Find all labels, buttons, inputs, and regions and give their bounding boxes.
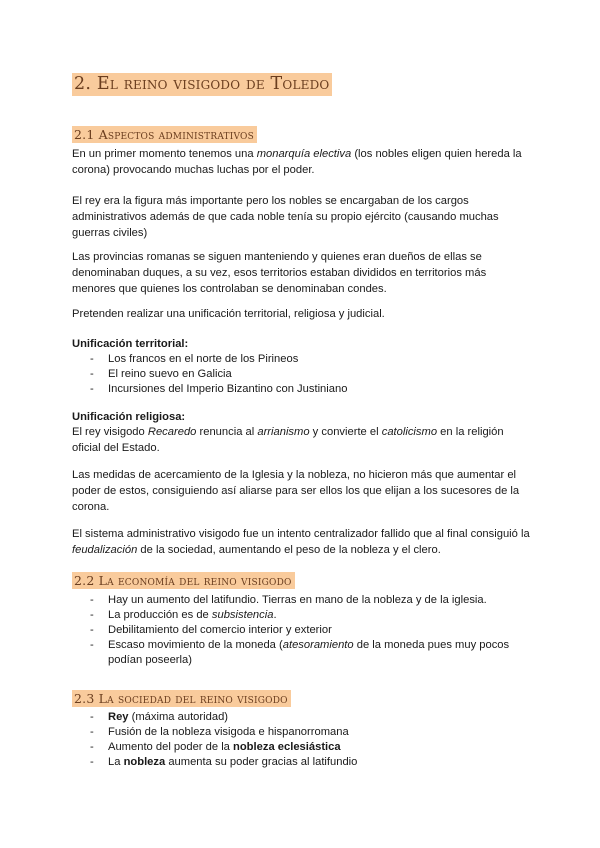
page-title: 2. El reino visigodo de Toledo bbox=[72, 73, 332, 96]
list-item: - Hay un aumento del latifundio. Tierras en mano de la nobleza y de la iglesia. bbox=[90, 594, 487, 606]
list-item: - La nobleza aumenta su poder gracias al latifundio bbox=[90, 756, 358, 768]
list-item: - Debilitamiento del comercio interior y exterior bbox=[90, 624, 332, 636]
list-item: - Fusión de la nobleza visigoda e hispanorromana bbox=[90, 726, 349, 738]
paragraph-monarquia: En un primer momento tenemos una monarquía electiva (los nobles eligen quien hereda la corona) provocando muchas luchas por el poder. bbox=[72, 148, 522, 176]
section-heading-2-2: 2.2 La economía del reino visigodo bbox=[72, 572, 295, 589]
paragraph-rey: El rey era la figura más importante pero los nobles se encargaban de los cargos administrativos además de que cada noble tenía su propio ejército (causando muchas guerras civiles) bbox=[72, 195, 499, 239]
paragraph-recaredo: El rey visigodo Recaredo renuncia al arrianismo y convierte el catolicismo en la religión oficial del Estado. bbox=[72, 426, 504, 454]
list-economia bbox=[72, 593, 532, 668]
list-item: - El reino suevo en Galicia bbox=[90, 368, 232, 380]
section-heading-2-1: 2.1 Aspectos administrativos bbox=[72, 126, 257, 143]
section-heading-2-3: 2.3 La sociedad del reino visigodo bbox=[72, 690, 291, 707]
label-unificacion-religiosa: Unificación religiosa: bbox=[72, 411, 186, 423]
list-item: - Incursiones del Imperio Bizantino con Justiniano bbox=[90, 383, 348, 395]
paragraph-provincias: Las provincias romanas se siguen manteniendo y quienes eran dueños de ellas se denominaban duques, a su vez, esos territorios estaban divididos en territorios más menores que quienes los controlaban se denominaban condes. bbox=[72, 251, 487, 295]
paragraph-sistema: El sistema administrativo visigodo fue un intento centralizador fallido que al final consiguió la feudalización de la sociedad, aumentando el peso de la nobleza y el clero. bbox=[72, 528, 530, 556]
list-item: - Aumento del poder de la nobleza eclesiástica bbox=[90, 741, 341, 753]
list-territorial bbox=[72, 352, 532, 397]
list-item: - Rey (máxima autoridad) bbox=[90, 711, 229, 723]
list-item: - La producción es de subsistencia. bbox=[90, 609, 277, 621]
paragraph-iglesia-nobleza: Las medidas de acercamiento de la Iglesia y la nobleza, no hicieron más que aumentar el poder de estos, consiguiendo así aliarse para ser ellos los que elijan a los sucesores de la corona. bbox=[72, 469, 520, 513]
list-item: - Escaso movimiento de la moneda (atesoramiento de la moneda pues muy pocos podían poseerla) bbox=[90, 639, 510, 666]
list-sociedad bbox=[72, 710, 532, 770]
paragraph-unificacion: Pretenden realizar una unificación territorial, religiosa y judicial. bbox=[72, 308, 385, 320]
list-item: - Los francos en el norte de los Pirineos bbox=[90, 353, 299, 365]
label-unificacion-territorial: Unificación territorial: bbox=[72, 338, 189, 350]
